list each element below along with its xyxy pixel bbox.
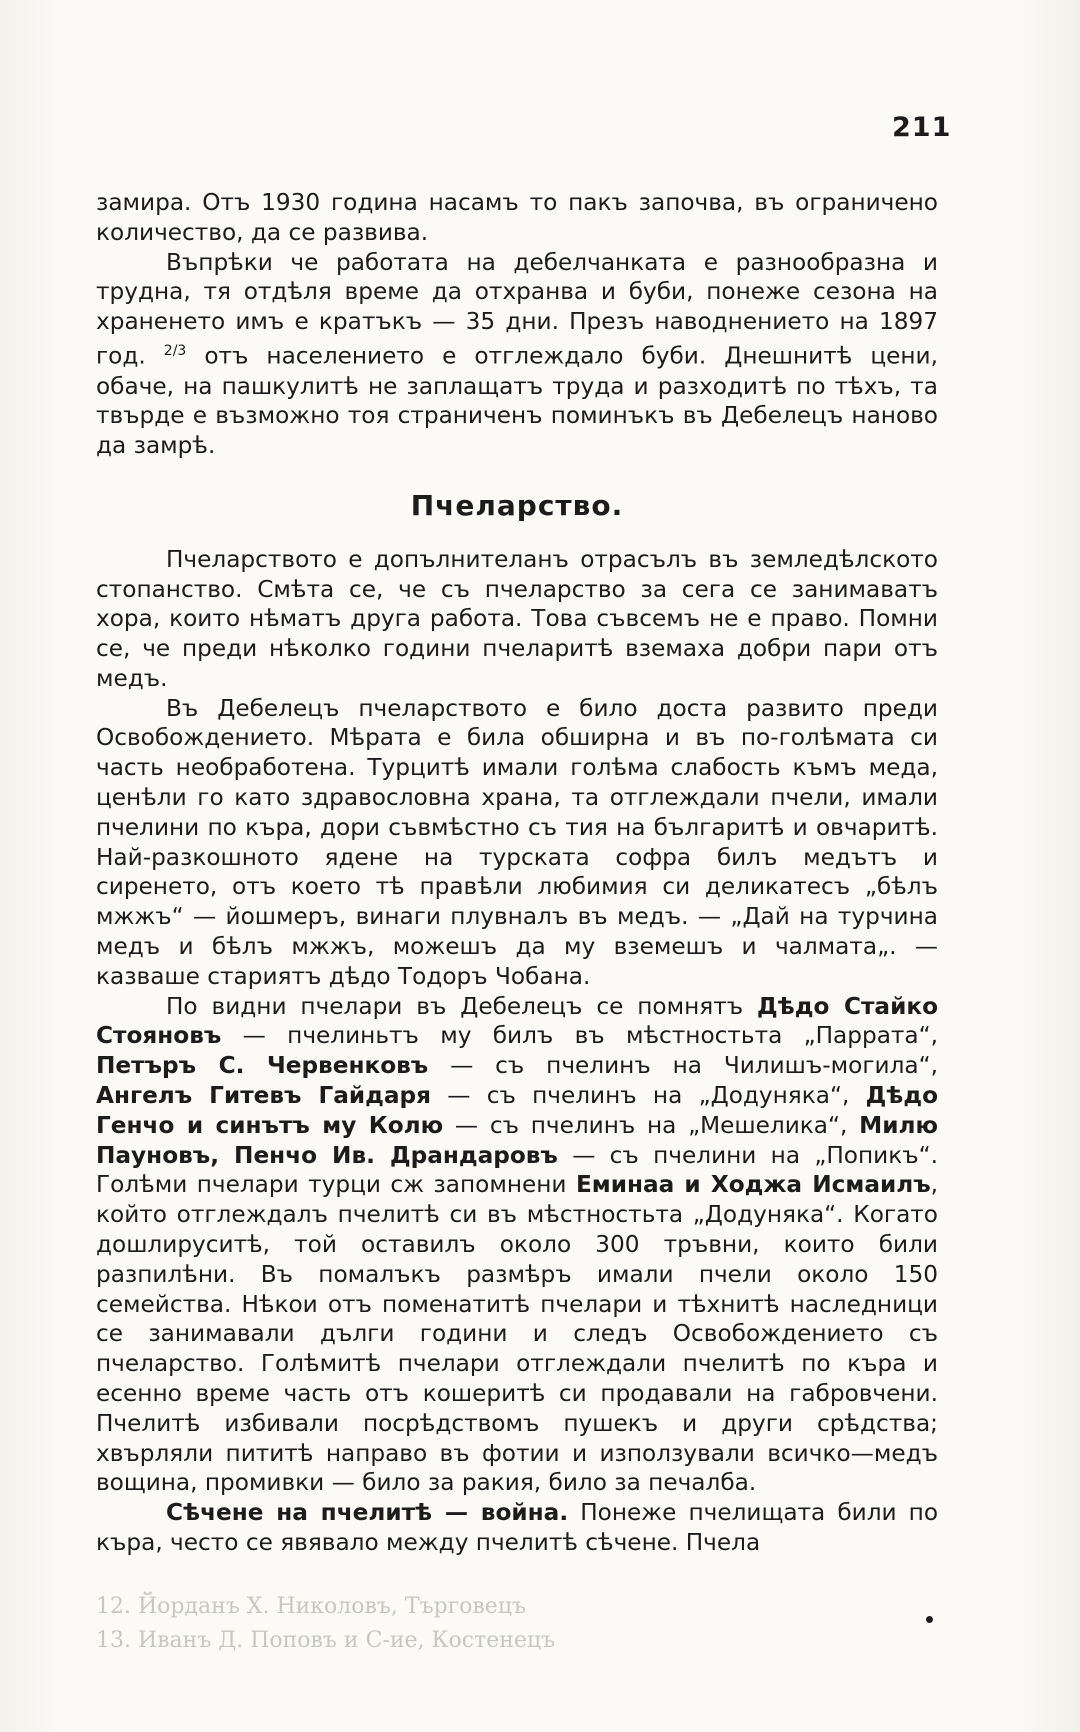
p5-text-3: — съ пчелинъ на Чилишъ-могила“,	[450, 1052, 938, 1080]
p5-name-6: Еминаа и Ходжа Исмаилъ	[575, 1171, 931, 1199]
p5-text-2: — пчелиньтъ му билъ въ мѣстностьта „Паррата“,	[242, 1022, 939, 1050]
paragraph-5	[96, 992, 938, 1499]
p5-text-6: — съ пчелини на „Попикъ“. Голѣми пчелари турци сж запомнени	[96, 1141, 938, 1199]
page-number: 211	[892, 112, 952, 143]
p5-name-5: Милю Пауновъ, Пенчо Ив. Драндаровъ	[96, 1111, 938, 1169]
p5-name-2: Петъръ С. Червенковъ	[96, 1052, 429, 1080]
bleed-through-text: 12. Йорданъ Х. Николовъ, Търговецъ 13. Иванъ Д. Поповъ и С-ие, Костенецъ	[96, 1594, 556, 1653]
paragraph-2-rest: отъ населението е отглеждало буби. Днешнитѣ цени, обаче, на пашкулитѣ не заплащатъ труда и разходитѣ по тѣхъ, та твърде е възможно тоя страниченъ поминъкъ въ Дебелецъ наново да замрѣ.	[96, 342, 938, 460]
p5-text-4: — съ пчелинъ на „Додуняка“,	[447, 1082, 850, 1110]
paragraph-2	[96, 248, 938, 461]
paragraph-6	[96, 1498, 938, 1558]
paragraph-1: замира. Отъ 1930 година насамъ то пакъ започва, въ ограничено количество, да се развива.	[96, 189, 938, 246]
paragraph-4: Въ Дебелецъ пчеларството е било доста развито преди Освобождението. Мѣрата е била обширна и въ по-голѣмата си часть необработена. Турцитѣ имали голѣма слабость къмъ меда, ценѣли го като здравословна храна, та отглеждали пчели, имали пчелини по къра, дори съвмѣстно съ тия на българитѣ и овчаритѣ. Най-разкошното ядене на турската софра билъ медътъ и сиренето, отъ което тѣ правѣли любимия си деликатесъ „бѣлъ мжжъ“ — йошмеръ, винаги плувналъ въ медъ. — „Дай на турчина медъ и бѣлъ мжжъ, можешъ да му вземешъ и чалмата„. — казваше стариятъ дѣдо Тодоръ Чобана.	[96, 694, 938, 990]
p6-title: Сѣчене на пчелитѣ — война.	[166, 1499, 569, 1527]
ink-dot	[926, 1616, 933, 1623]
p5-name-4: Дѣдо Генчо и синътъ му Колю	[96, 1082, 938, 1139]
section-heading: Пчеларство.	[410, 488, 624, 522]
paragraph-3: Пчеларството е допълнителанъ отрасълъ въ земледѣлското стопанство. Смѣта се, че съ пчеларство за сега се занимаватъ хора, които нѣматъ друга работа. Това съвсемъ не е право. Помни се, че преди нѣколко години пчеларитѣ вземаха добри пари отъ медъ.	[96, 545, 938, 692]
paragraph-2-text: Въпрѣки че работата на дебелчанката е разнообразна и трудна, тя отдѣля време да отхранва и буби, понеже сезона на храненето имъ е кратъкъ — 35 дни. Презъ наводнението на 1897 год.	[96, 248, 938, 370]
p5-name-1: Дѣдо Стайко Стояновъ	[96, 992, 938, 1050]
p5-text-5: — съ пчелинъ на „Мешелика“,	[454, 1111, 848, 1139]
p5-text-1: По видни пчелари въ Дебелецъ се помнятъ	[166, 992, 744, 1020]
body-text	[96, 188, 938, 1558]
fraction: 2/3	[163, 342, 187, 359]
p5-text-7: , който отглеждалъ пчелитѣ си въ мѣстностьта „Додуняка“. Когато дошлируситѣ, той оставилъ около 300 тръвни, които били разпилѣни. Въ помалъкъ размѣръ имали пчели около 150 семейства. Нѣкои отъ поменатитѣ пчелари и тѣхнитѣ наследници се занимавали дълги години и следъ Освобождението съ пчеларство. Голѣмитѣ пчелари отглеждали пчелитѣ по кърa и есенно време часть отъ кошеритѣ си продавали на габровчени. Пчелитѣ избивали посрѣдствомъ пушекъ и други срѣдства; хвърляли пититѣ направо въ фотии и използували всичко—медъ вощина, промивки — било за ракия, било за печалба.	[96, 1171, 939, 1497]
p6-text: Понеже пчелищата били по кърa, често се явявало между пчелитѣ сѣчене. Пчела	[96, 1499, 939, 1556]
p5-name-3: Ангелъ Гитевъ Гайдаря	[96, 1082, 431, 1110]
